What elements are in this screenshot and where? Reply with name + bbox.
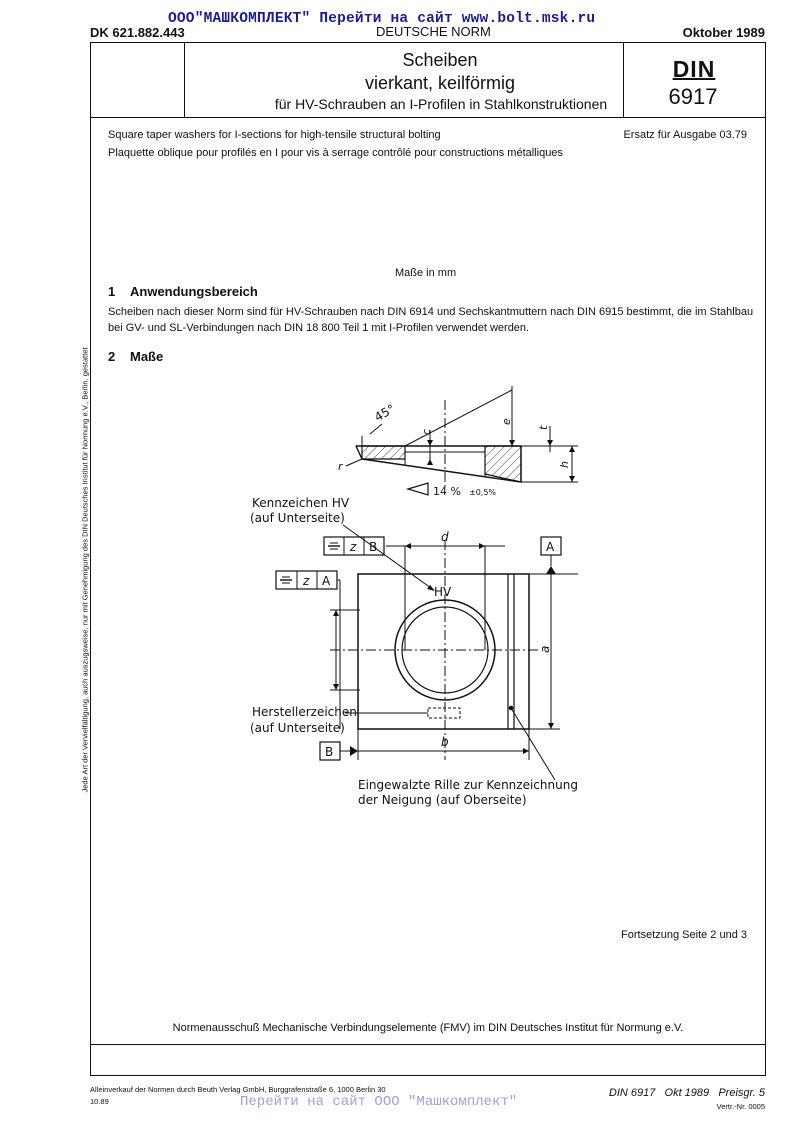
footer-sales: Alleinverkauf der Normen durch Beuth Verlag GmbH, Burggrafenstraße 6, 1000 Berlin 30 xyxy=(90,1085,386,1094)
datum-b-label: B xyxy=(325,745,334,759)
section-2-number: 2 xyxy=(108,349,116,364)
section-hatch-right xyxy=(485,446,521,482)
groove-note-line1: Eingewalzte Rille zur Kennzeichnung xyxy=(358,778,578,792)
label-hv-line2: (auf Unterseite) xyxy=(250,511,345,525)
copyright-side-text: Jede Art der Vervielfältigung, auch auszugsweise, nur mit Genehmigung des DIN Deutsches Institut für Normung e.V., Berlin, gestattet xyxy=(80,347,90,793)
watermark-link-bottom[interactable]: Перейти на сайт ООО "Машкомплект" xyxy=(240,1094,518,1110)
label-hv-line1: Kennzeichen HV xyxy=(252,496,350,510)
section-hatch-left xyxy=(362,446,405,459)
french-title: Plaquette oblique pour profilés en I pour vis à serrage contrôlé pour constructions métalliques xyxy=(108,147,563,159)
committee-line: Normenausschuß Mechanische Verbindungselemente (FMV) im DIN Deutsches Institut für Normung e.V. xyxy=(172,1022,684,1034)
copyright-side-note xyxy=(79,300,91,840)
footer-reference: DIN 6917 Okt 1989 Preisgr. 5 xyxy=(608,1087,765,1099)
dk-number: DK 621.882.443 xyxy=(90,25,185,40)
continuation-note: Fortsetzung Seite 2 und 3 xyxy=(621,929,747,941)
dim-t-label: t xyxy=(537,425,550,430)
frame-b-datum: B xyxy=(369,540,378,554)
watermark-link-top[interactable]: ООО"МАШКОМПЛЕКТ" Перейти на сайт www.bolt.msk.ru xyxy=(168,11,596,27)
slope-label: 14 % xyxy=(433,485,461,498)
dim-h-label: h xyxy=(558,461,571,468)
radius-label: r xyxy=(338,460,343,473)
plan-view xyxy=(276,525,578,780)
footer-vertr: Vertr.-Nr. 0005 xyxy=(716,1102,765,1111)
title-line-1: Scheiben xyxy=(402,50,478,70)
english-title: Square taper washers for I-sections for high-tensile structural bolting xyxy=(108,129,441,141)
dim-b-label: b xyxy=(441,735,449,749)
din-standard-number: 6917 xyxy=(668,84,718,109)
frame-a-datum: A xyxy=(322,574,331,588)
dim-e-label: e xyxy=(500,418,513,425)
hv-mark: HV xyxy=(434,585,452,599)
title-line-3: für HV-Schrauben an I-Profilen in Stahlkonstruktionen xyxy=(274,96,608,112)
deutsche-norm-label: DEUTSCHE NORM xyxy=(376,24,491,39)
slope-tolerance: ±0,5% xyxy=(469,488,497,497)
datum-a-label: A xyxy=(546,540,555,554)
frame-b-tolerance: z xyxy=(350,540,357,554)
dim-d-label: d xyxy=(441,530,449,544)
dim-c-label: c xyxy=(420,428,433,435)
frame-a-tolerance: z xyxy=(303,574,310,588)
section-1-text: Scheiben nach dieser Norm sind für HV-Schrauben nach DIN 6914 und Sechskantmuttern nach DIN 6915 bestimmt, die im Stahlbau bei GV- und SL-Verbindungen nach DIN 18 800 Teil 1 mit I-Profilen verwendet werden. xyxy=(108,306,754,334)
section-view xyxy=(346,386,578,495)
section-2-title: Maße xyxy=(130,349,164,364)
issue-date: Oktober 1989 xyxy=(682,25,765,40)
units-note: Maße in mm xyxy=(395,267,457,279)
din-logo-word: DIN xyxy=(672,56,716,82)
maker-mark-line2: (auf Unterseite) xyxy=(250,721,345,735)
section-1-number: 1 xyxy=(108,284,116,299)
title-line-2: vierkant, keilförmig xyxy=(364,73,516,93)
replaces-edition: Ersatz für Ausgabe 03.79 xyxy=(623,129,747,141)
groove-note-line2: der Neigung (auf Oberseite) xyxy=(358,793,527,807)
angle-label: 45° xyxy=(372,401,398,425)
maker-mark-line1: Herstellerzeichen xyxy=(252,705,357,719)
dim-a-label: a xyxy=(538,645,552,653)
footer-edition: 10.89 xyxy=(90,1097,109,1106)
section-1-title: Anwendungsbereich xyxy=(130,284,258,299)
